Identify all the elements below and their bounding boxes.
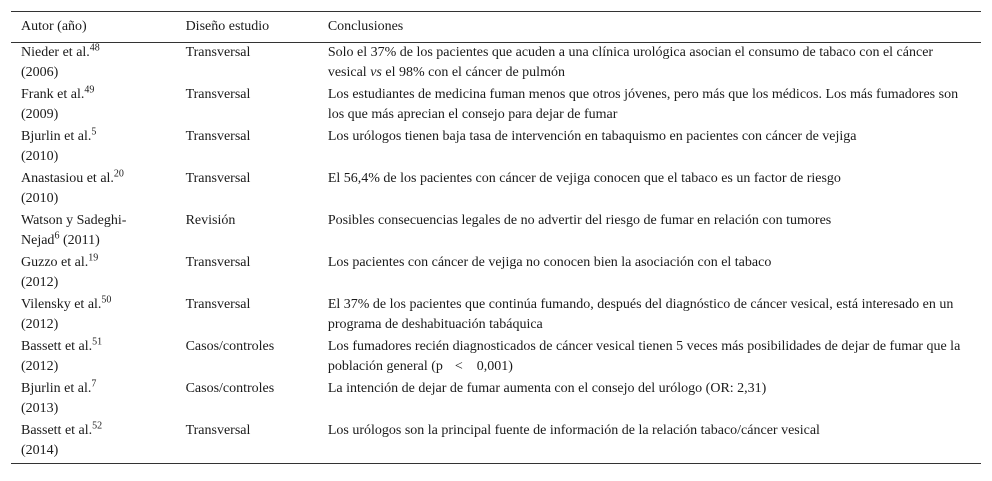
table-row xyxy=(11,337,981,379)
conclusion-cell: Solo el 37% de los pacientes que acuden a una clínica urológica asocian el consumo de tabaco con el cáncer vesical vs el 98% con el cáncer de pulmón xyxy=(327,45,934,80)
conclusion-cell: Los estudiantes de medicina fuman menos que otros jóvenes, pero más que los médicos. Los más fumadores son los que más aprecian el consejo para dejar de fumar xyxy=(327,87,959,122)
reference-number: 48 xyxy=(89,42,100,54)
design-cell: Revisión xyxy=(185,213,236,228)
header-author: Autor (año) xyxy=(21,19,87,34)
reference-number: 20 xyxy=(113,168,124,180)
table-row xyxy=(11,253,981,295)
table-header-row xyxy=(11,12,981,43)
author-cell: Nieder et al.$^{48}$ (2006) xyxy=(21,42,100,80)
reference-number: 6 xyxy=(54,230,60,242)
author-cell: Anastasiou et al.$^{20}$ (2010) xyxy=(21,168,124,206)
reference-number: 5 xyxy=(91,126,97,138)
author-cell: Bjurlin et al.$^7$ (2013) xyxy=(21,378,97,416)
design-cell: Casos/controles xyxy=(185,339,275,354)
table-row xyxy=(11,43,981,86)
design-cell: Transversal xyxy=(185,129,251,144)
studies-table-container xyxy=(11,11,981,464)
table-row xyxy=(11,295,981,337)
conclusion-cell: El 37% de los pacientes que continúa fumando, después del diagnóstico de cáncer vesical, está interesado en un programa de deshabituación tabáquica xyxy=(327,297,954,332)
design-cell: Casos/controles xyxy=(185,381,275,396)
design-cell: Transversal xyxy=(185,255,251,270)
author-cell: Bjurlin et al.$^5$ (2010) xyxy=(21,126,97,164)
table-row xyxy=(11,421,981,464)
author-cell: Watson y Sadeghi- Nejad$^6$ (2011) xyxy=(21,213,127,248)
table-row xyxy=(11,379,981,421)
design-cell: Transversal xyxy=(185,423,251,438)
reference-number: 50 xyxy=(101,294,112,306)
reference-number: 49 xyxy=(84,84,95,96)
table-row xyxy=(11,85,981,127)
design-cell: Transversal xyxy=(185,87,251,102)
design-cell: Transversal xyxy=(185,297,251,312)
conclusion-cell: Posibles consecuencias legales de no advertir del riesgo de fumar en relación con tumores xyxy=(327,213,832,228)
table-row xyxy=(11,169,981,211)
design-cell: Transversal xyxy=(185,45,251,60)
table-row xyxy=(11,211,981,253)
author-cell: Guzzo et al.$^{19}$ (2012) xyxy=(21,252,99,290)
reference-number: 51 xyxy=(92,336,103,348)
author-cell: Vilensky et al.$^{50}$ (2012) xyxy=(21,294,112,332)
studies-table xyxy=(11,11,981,464)
conclusion-cell: Los fumadores recién diagnosticados de cáncer vesical tienen 5 veces más posibilidades de dejar de fumar que la población general (p < 0,001) xyxy=(327,339,961,374)
design-cell: Transversal xyxy=(185,171,251,186)
conclusion-cell: La intención de dejar de fumar aumenta con el consejo del urólogo (OR: 2,31) xyxy=(327,381,767,396)
reference-number: 7 xyxy=(91,378,97,390)
conclusion-cell: El 56,4% de los pacientes con cáncer de vejiga conocen que el tabaco es un factor de riesgo xyxy=(327,171,841,186)
conclusion-cell: Los pacientes con cáncer de vejiga no conocen bien la asociación con el tabaco xyxy=(327,255,772,270)
reference-number: 19 xyxy=(88,252,99,264)
author-cell: Bassett et al.$^{51}$ (2012) xyxy=(21,336,103,374)
table-row xyxy=(11,127,981,169)
author-cell: Frank et al.$^{49}$ (2009) xyxy=(21,84,95,122)
reference-number: 52 xyxy=(92,420,103,432)
header-conclusions: Conclusiones xyxy=(327,19,404,34)
header-design: Diseño estudio xyxy=(185,19,270,34)
conclusion-cell: Los urólogos son la principal fuente de información de la relación tabaco/cáncer vesical xyxy=(327,423,820,438)
conclusion-cell: Los urólogos tienen baja tasa de intervención en tabaquismo en pacientes con cáncer de vejiga xyxy=(327,129,857,144)
author-cell: Bassett et al.$^{52}$ (2014) xyxy=(21,420,103,458)
